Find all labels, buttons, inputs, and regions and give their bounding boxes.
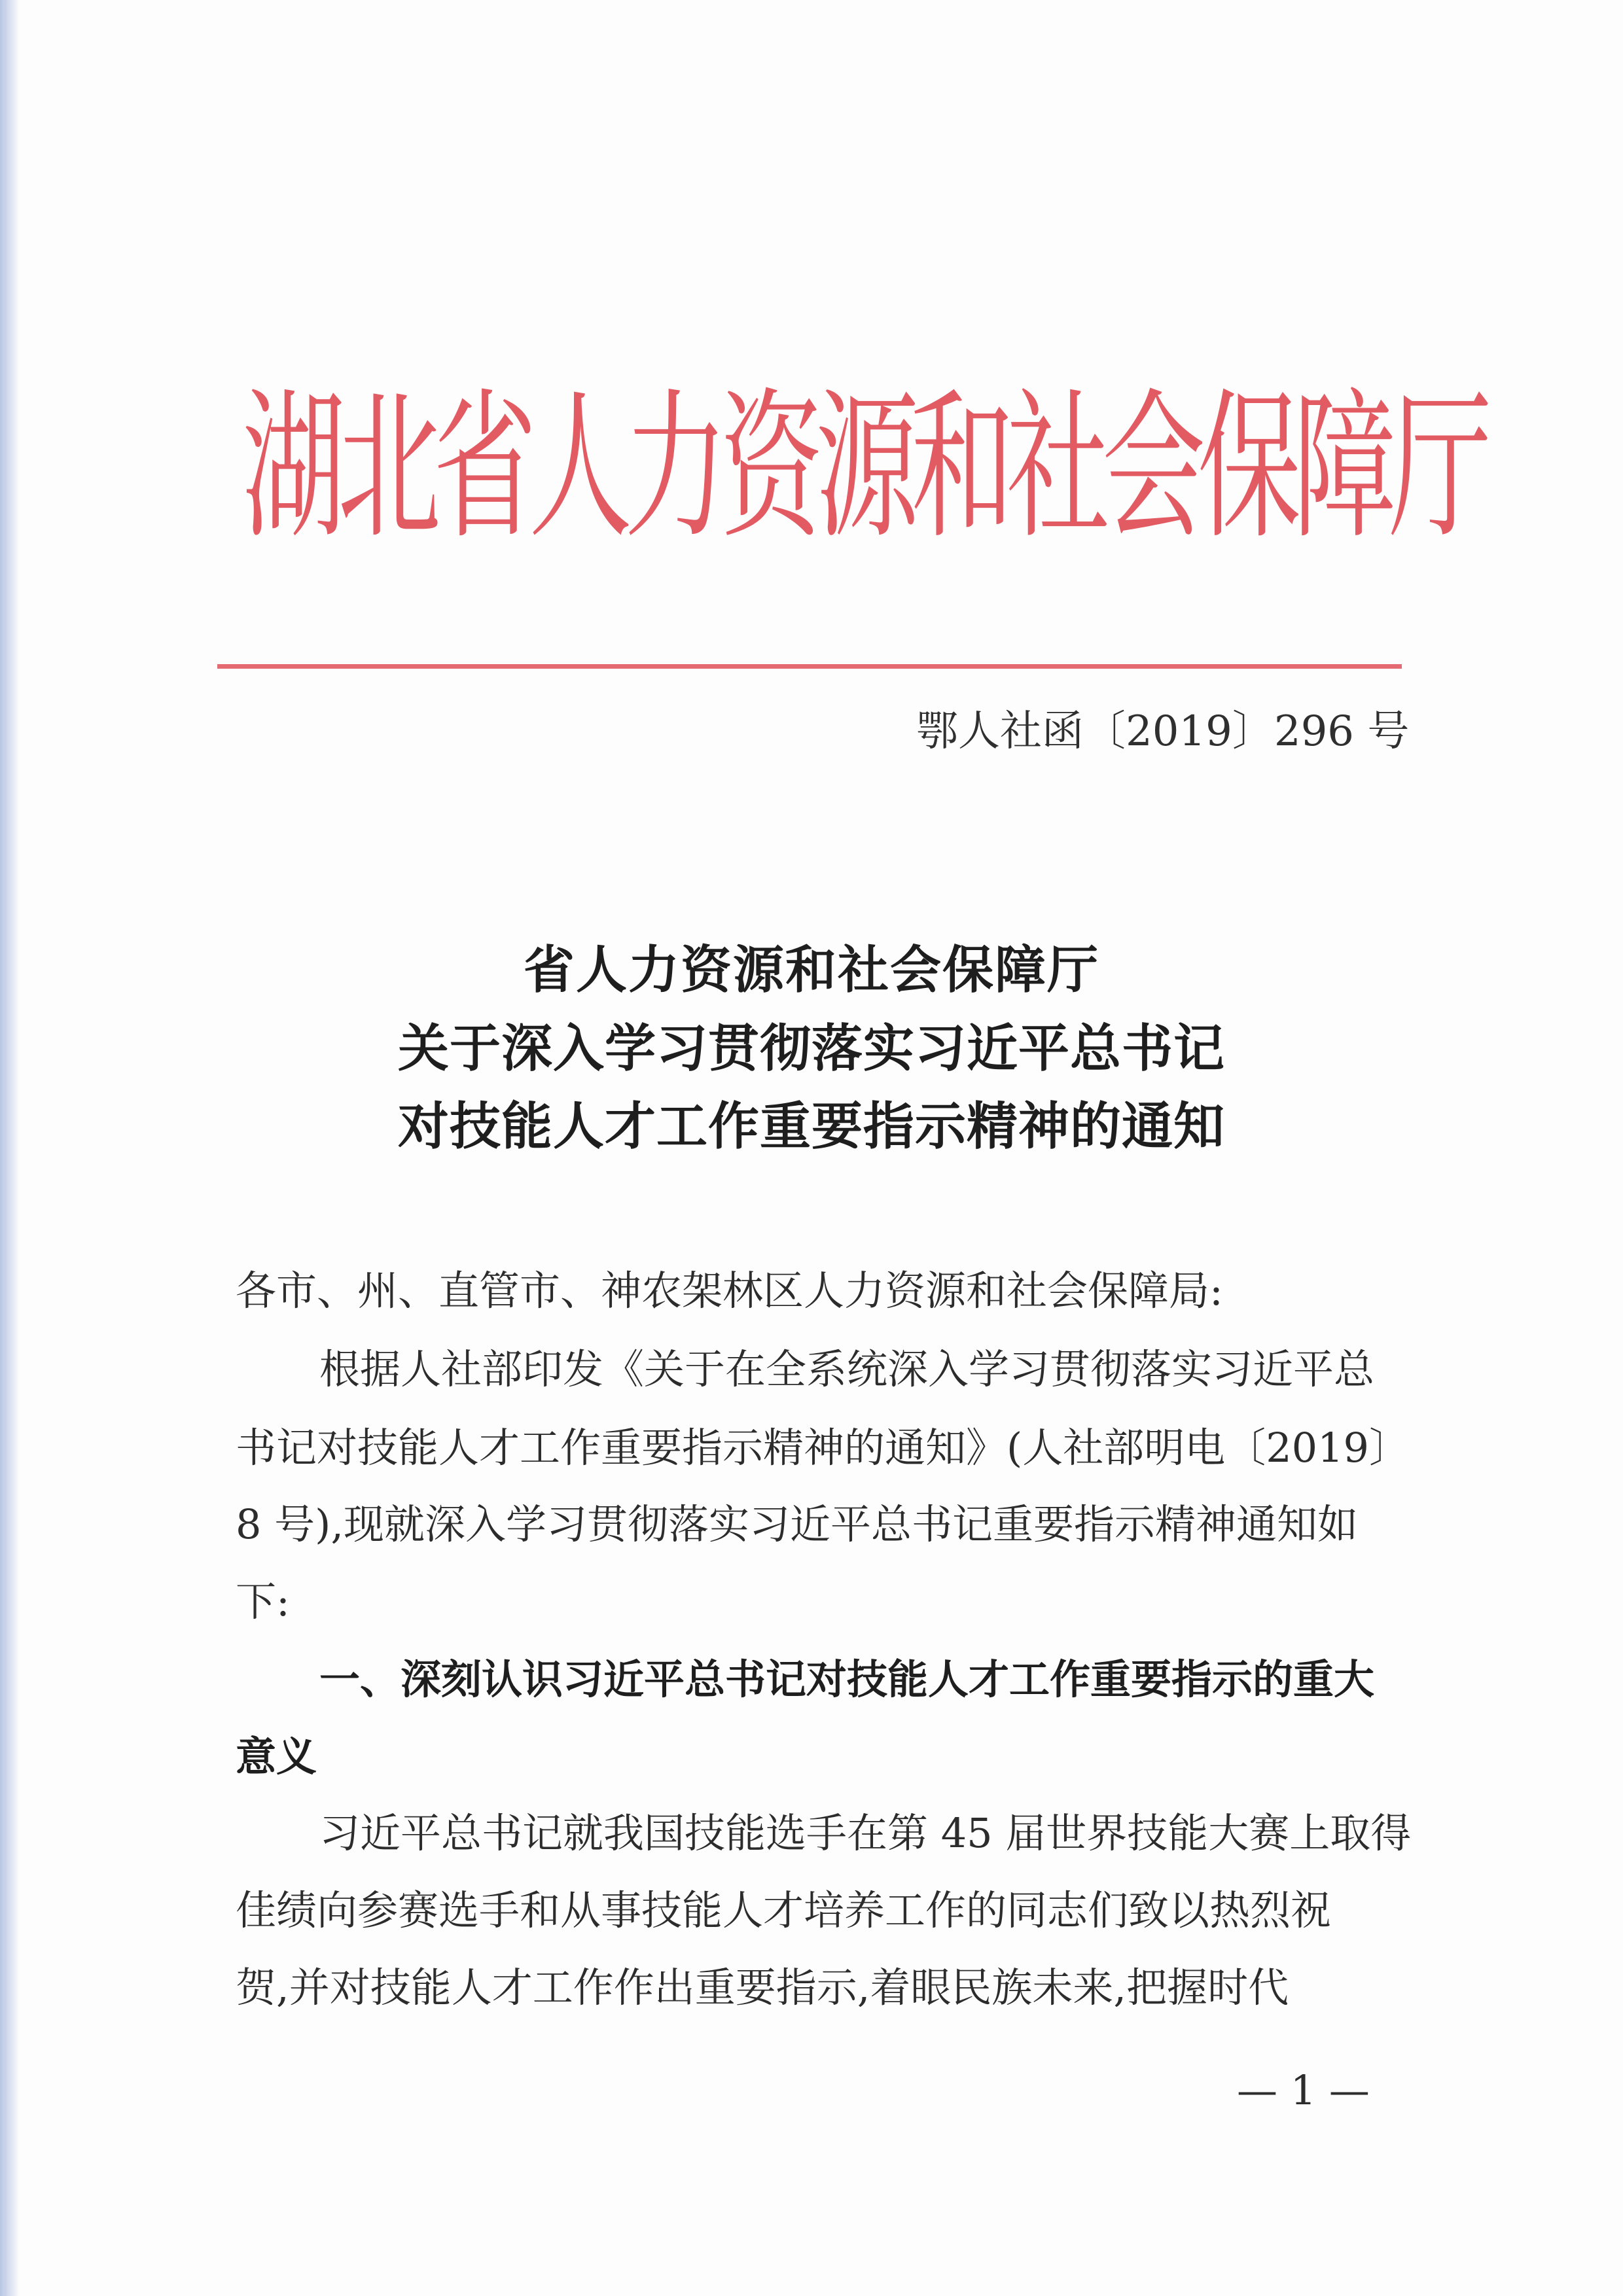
letterhead-title: 湖北省人力资源和社会保障厅 (242, 374, 1484, 561)
recipients-line: 各市、州、直管市、神农架林区人力资源和社会保障局: (236, 1267, 1223, 1315)
paragraph-1-line-1: 根据人社部印发《关于在全系统深入学习贯彻落实习近平总 (319, 1345, 1375, 1393)
page-number: — 1 — (1237, 2066, 1370, 2114)
section-heading-1-line-1: 一、深刻认识习近平总书记对技能人才工作重要指示的重大 (319, 1655, 1375, 1703)
document-title-line-2: 关于深入学习贯彻落实习近平总书记 (397, 1019, 1225, 1078)
paragraph-2-line-3: 贺,并对技能人才工作作出重要指示,着眼民族未来,把握时代 (236, 1964, 1289, 2011)
document-title-line-1: 省人力资源和社会保障厅 (523, 940, 1099, 1000)
paragraph-2-line-2: 佳绩向参赛选手和从事技能人才培养工作的同志们致以热烈祝 (236, 1886, 1332, 1934)
letterhead-red-rule (217, 664, 1402, 669)
document-title-line-3: 对技能人才工作重要指示精神的通知 (397, 1097, 1225, 1156)
paragraph-1-line-2: 书记对技能人才工作重要指示精神的通知》(人社部明电〔2019〕 (236, 1424, 1410, 1472)
paragraph-1-line-4: 下: (236, 1578, 290, 1625)
paragraph-2-line-1: 习近平总书记就我国技能选手在第 45 届世界技能大赛上取得 (319, 1809, 1412, 1857)
section-heading-1-line-2: 意义 (236, 1733, 317, 1780)
document-number: 鄂人社函〔2019〕296 号 (916, 707, 1410, 756)
paragraph-1-line-3: 8 号),现就深入学习贯彻落实习近平总书记重要指示精神通知如 (236, 1500, 1359, 1548)
